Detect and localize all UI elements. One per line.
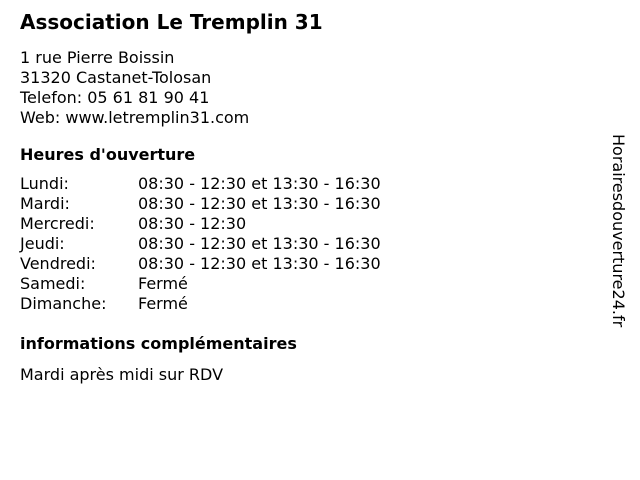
additional-info-text: Mardi après midi sur RDV: [20, 365, 224, 384]
day-hours: Fermé: [138, 294, 188, 313]
hours-row-jeudi: [20, 234, 600, 254]
hours-row-dimanche: [20, 294, 600, 314]
day-label: Mardi:: [20, 194, 70, 213]
additional-info-title: informations complémentaires: [20, 334, 297, 353]
day-label: Dimanche:: [20, 294, 107, 313]
additional-info-section: [20, 334, 600, 385]
website: Web: www.letremplin31.com: [20, 108, 250, 127]
day-hours: 08:30 - 12:30 et 13:30 - 16:30: [138, 174, 381, 193]
postal-city: 31320 Castanet-Tolosan: [20, 68, 212, 87]
opening-hours-list: [20, 174, 600, 314]
day-hours: Fermé: [138, 274, 188, 293]
hours-row-samedi: [20, 274, 600, 294]
site-watermark: Horairesdouverture24.fr: [609, 134, 628, 328]
hours-row-mardi: [20, 194, 600, 214]
opening-hours-section: [20, 145, 600, 314]
hours-row-lundi: [20, 174, 600, 194]
hours-row-vendredi: [20, 254, 600, 274]
address-block: [20, 48, 600, 128]
day-hours: 08:30 - 12:30 et 13:30 - 16:30: [138, 254, 381, 273]
day-label: Jeudi:: [20, 234, 65, 253]
phone-number: Telefon: 05 61 81 90 41: [20, 88, 210, 107]
day-label: Samedi:: [20, 274, 86, 293]
street-address: 1 rue Pierre Boissin: [20, 48, 175, 67]
business-card: [20, 8, 600, 385]
day-label: Lundi:: [20, 174, 69, 193]
business-name: Association Le Tremplin 31: [20, 10, 323, 34]
day-hours: 08:30 - 12:30: [138, 214, 247, 233]
opening-hours-title: Heures d'ouverture: [20, 145, 196, 164]
day-label: Vendredi:: [20, 254, 96, 273]
hours-row-mercredi: [20, 214, 600, 234]
day-hours: 08:30 - 12:30 et 13:30 - 16:30: [138, 194, 381, 213]
day-label: Mercredi:: [20, 214, 95, 233]
day-hours: 08:30 - 12:30 et 13:30 - 16:30: [138, 234, 381, 253]
